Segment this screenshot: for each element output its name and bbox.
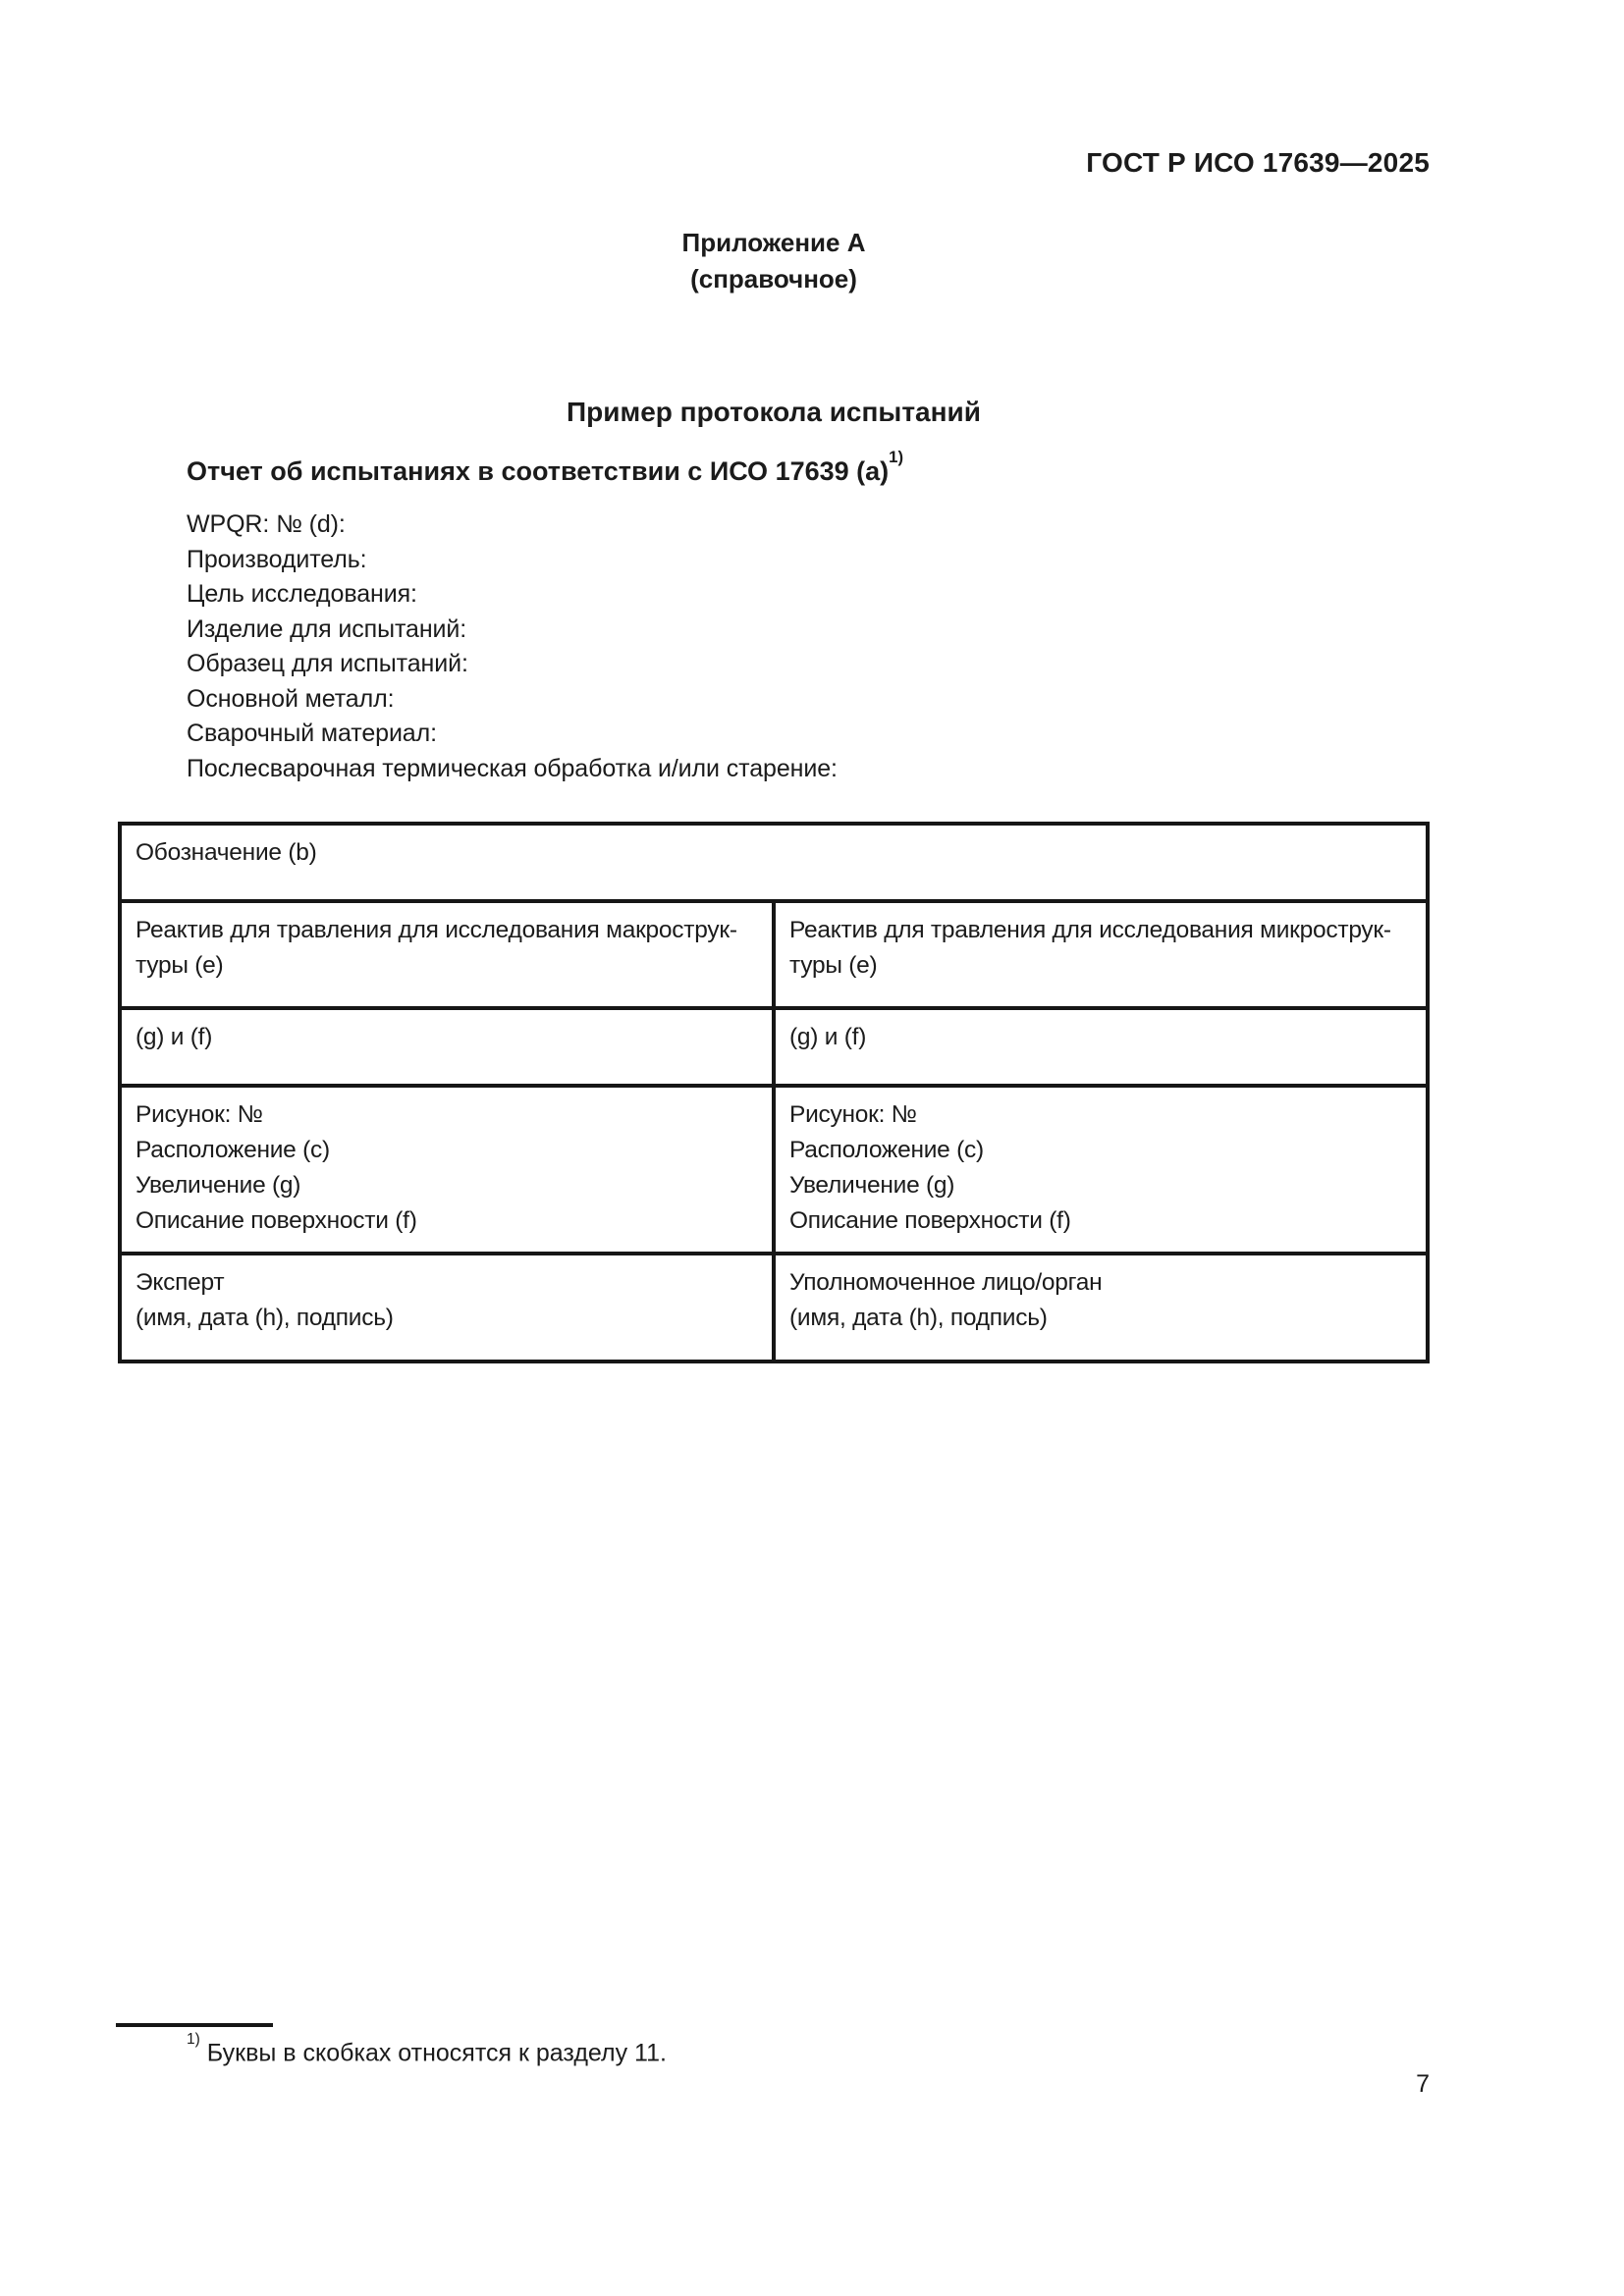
figure-number-label: Рисунок: № bbox=[135, 1101, 263, 1128]
field-parent-metal: Основной металл: bbox=[187, 684, 395, 713]
table-row-figure bbox=[120, 1086, 1428, 1254]
field-pwht-ageing: Послесварочная термическая обработка и/или старение: bbox=[187, 754, 838, 782]
page-number: 7 bbox=[1416, 2070, 1430, 2098]
table-row-signatures bbox=[120, 1254, 1428, 1362]
footnote-text: Буквы в скобках относятся к разделу 11. bbox=[206, 2039, 667, 2067]
expert-sign-details: (имя, дата (h), подпись) bbox=[135, 1305, 394, 1331]
running-header: ГОСТ Р ИСО 17639—2025 bbox=[1086, 147, 1430, 178]
footnote-reference-mark: 1) bbox=[889, 447, 904, 466]
field-welding-material: Сварочный материал: bbox=[187, 720, 437, 747]
appendix-heading bbox=[118, 225, 1430, 297]
appendix-subtitle: (справочное) bbox=[690, 264, 857, 294]
field-manufacturer: Производитель: bbox=[187, 545, 367, 573]
authority-label: Уполномоченное лицо/орган bbox=[789, 1269, 1103, 1296]
etchant-micro-line2: туры (e) bbox=[789, 952, 878, 979]
expert-label: Эксперт bbox=[135, 1269, 225, 1296]
field-test-product: Изделие для испытаний: bbox=[187, 614, 467, 643]
table-row-gf bbox=[120, 1008, 1428, 1086]
authority-sign-details: (имя, дата (h), подпись) bbox=[789, 1305, 1048, 1331]
figure-magnification-label: Увеличение (g) bbox=[135, 1172, 301, 1199]
gf-left-label: (g) и (f) bbox=[135, 1024, 213, 1050]
table-row-designation bbox=[120, 824, 1428, 901]
table-row-etchant bbox=[120, 901, 1428, 1008]
report-heading-text: Отчет об испытаниях в соответствии с ИСО 17639 (a) bbox=[187, 456, 890, 486]
section-title: Пример протокола испытаний bbox=[567, 397, 981, 427]
field-test-specimen: Образец для испытаний: bbox=[187, 650, 468, 677]
cell-gf-right bbox=[774, 1008, 1428, 1086]
footnote bbox=[187, 2030, 667, 2070]
cell-gf-left bbox=[120, 1008, 774, 1086]
cell-etchant-macro bbox=[120, 901, 774, 1008]
gf-right-label: (g) и (f) bbox=[789, 1024, 867, 1050]
etchant-micro-line1: Реактив для травления для исследования микрострук- bbox=[789, 917, 1391, 943]
test-report-table bbox=[118, 822, 1430, 1363]
footnote-marker: 1) bbox=[187, 2031, 200, 2049]
figure-location-label: Расположение (c) bbox=[789, 1137, 984, 1163]
designation-label: Обозначение (b) bbox=[135, 839, 317, 866]
report-heading bbox=[187, 447, 904, 487]
cell-designation bbox=[120, 824, 1428, 901]
cell-authority-signature bbox=[774, 1254, 1428, 1362]
field-purpose: Цель исследования: bbox=[187, 580, 417, 608]
figure-location-label: Расположение (c) bbox=[135, 1137, 330, 1163]
appendix-title: Приложение А bbox=[681, 228, 866, 257]
figure-magnification-label: Увеличение (g) bbox=[789, 1172, 955, 1199]
cell-figure-right bbox=[774, 1086, 1428, 1254]
cell-figure-left bbox=[120, 1086, 774, 1254]
etchant-macro-line1: Реактив для травления для исследования макрострук- bbox=[135, 917, 737, 943]
figure-surface-label: Описание поверхности (f) bbox=[789, 1207, 1071, 1234]
figure-surface-label: Описание поверхности (f) bbox=[135, 1207, 417, 1234]
cell-etchant-micro bbox=[774, 901, 1428, 1008]
field-wpqr: WPQR: № (d): bbox=[187, 510, 346, 538]
report-fields bbox=[187, 507, 838, 786]
cell-expert-signature bbox=[120, 1254, 774, 1362]
footnote-separator-rule bbox=[116, 2023, 273, 2027]
etchant-macro-line2: туры (e) bbox=[135, 952, 224, 979]
figure-number-label: Рисунок: № bbox=[789, 1101, 917, 1128]
